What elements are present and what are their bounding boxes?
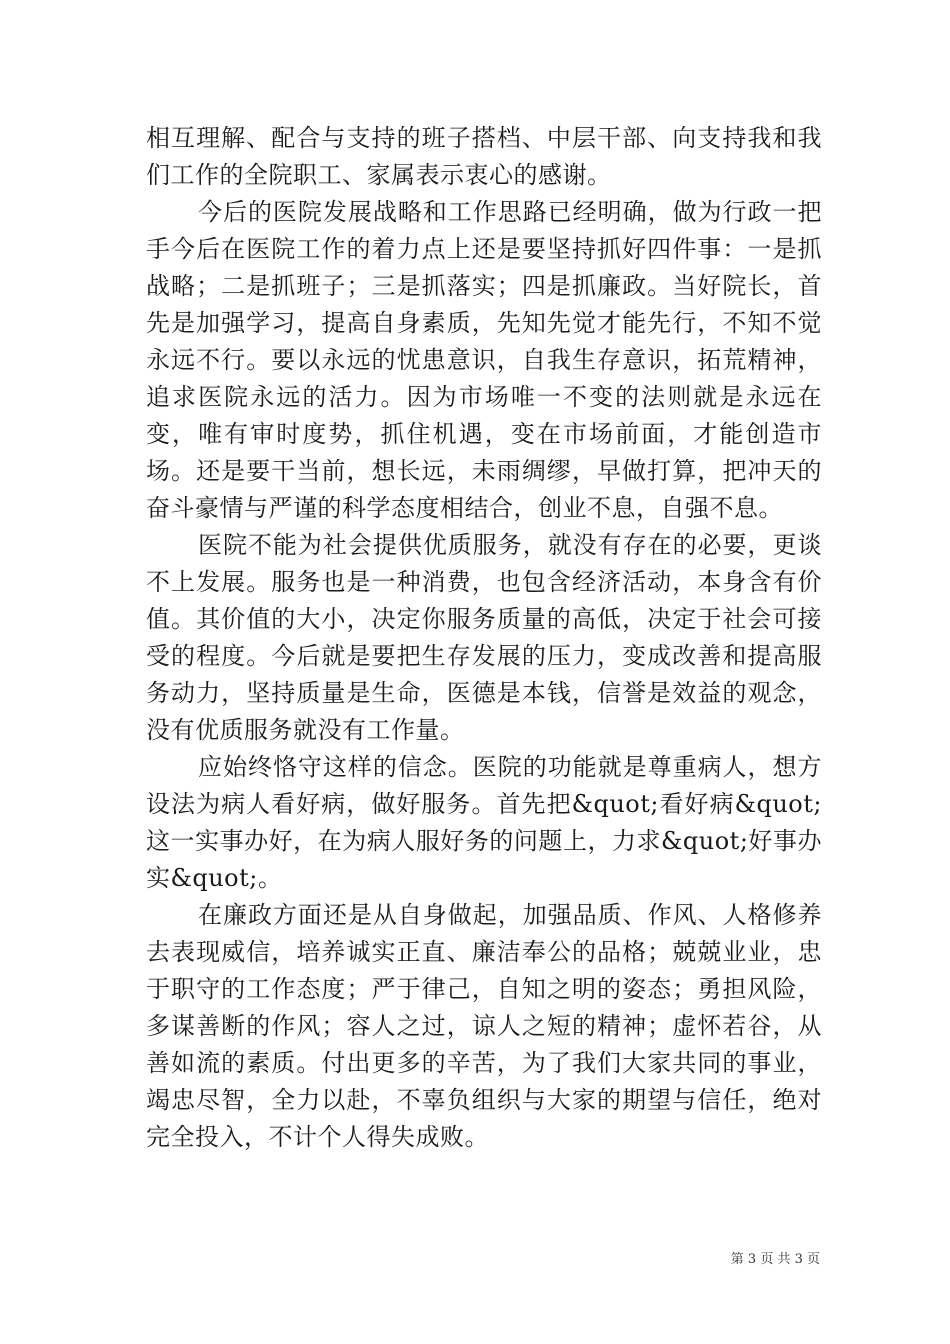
- paragraph-4: 应始终恪守这样的信念。医院的功能就是尊重病人，想方设法为病人看好病，做好服务。首先把&quot;看好病&quot;这一实事办好，在为病人服好务的问题上，力求&quot;好事办实&quot;。: [146, 753, 822, 892]
- paragraph-1: 相互理解、配合与支持的班子搭档、中层干部、向支持我和我们工作的全院职工、家属表示衷心的感谢。: [146, 124, 822, 189]
- page-number: 第 3 页 共 3 页: [730, 1252, 820, 1267]
- paragraph-3: 医院不能为社会提供优质服务，就没有存在的必要，更谈不上发展。服务也是一种消费，也包含经济活动，本身含有价值。其价值的大小，决定你服务质量的高低，决定于社会可接受的程度。今后就是要把生存发展的压力，变成改善和提高服务动力，坚持质量是生命，医德是本钱，信誉是效益的观念，没有优质服务就没有工作量。: [146, 531, 822, 744]
- paragraph-5: 在廉政方面还是从自身做起，加强品质、作风、人格修养去表现威信，培养诚实正直、廉洁奉公的品格；兢兢业业，忠于职守的工作态度；严于律己，自知之明的姿态；勇担风险，多谋善断的作风；容人之过，谅人之短的精神；虚怀若谷，从善如流的素质。付出更多的辛苦，为了我们大家共同的事业，竭忠尽智，全力以赴，不辜负组织与大家的期望与信任，绝对完全投入，不计个人得失成败。: [146, 901, 822, 1151]
- document-body: [146, 120, 822, 1156]
- paragraph-2: 今后的医院发展战略和工作思路已经明确，做为行政一把手今后在医院工作的着力点上还是要坚持抓好四件事：一是抓战略；二是抓班子；三是抓落实；四是抓廉政。当好院长，首先是加强学习，提高自身素质，先知先觉才能先行，不知不觉永远不行。要以永远的忧患意识，自我生存意识，拓荒精神，追求医院永远的活力。因为市场唯一不变的法则就是永远在变，唯有审时度势，抓住机遇，变在市场前面，才能创造市场。还是要干当前，想长远，未雨绸缪，早做打算，把冲天的奋斗豪情与严谨的科学态度相结合，创业不息，自强不息。: [146, 198, 822, 522]
